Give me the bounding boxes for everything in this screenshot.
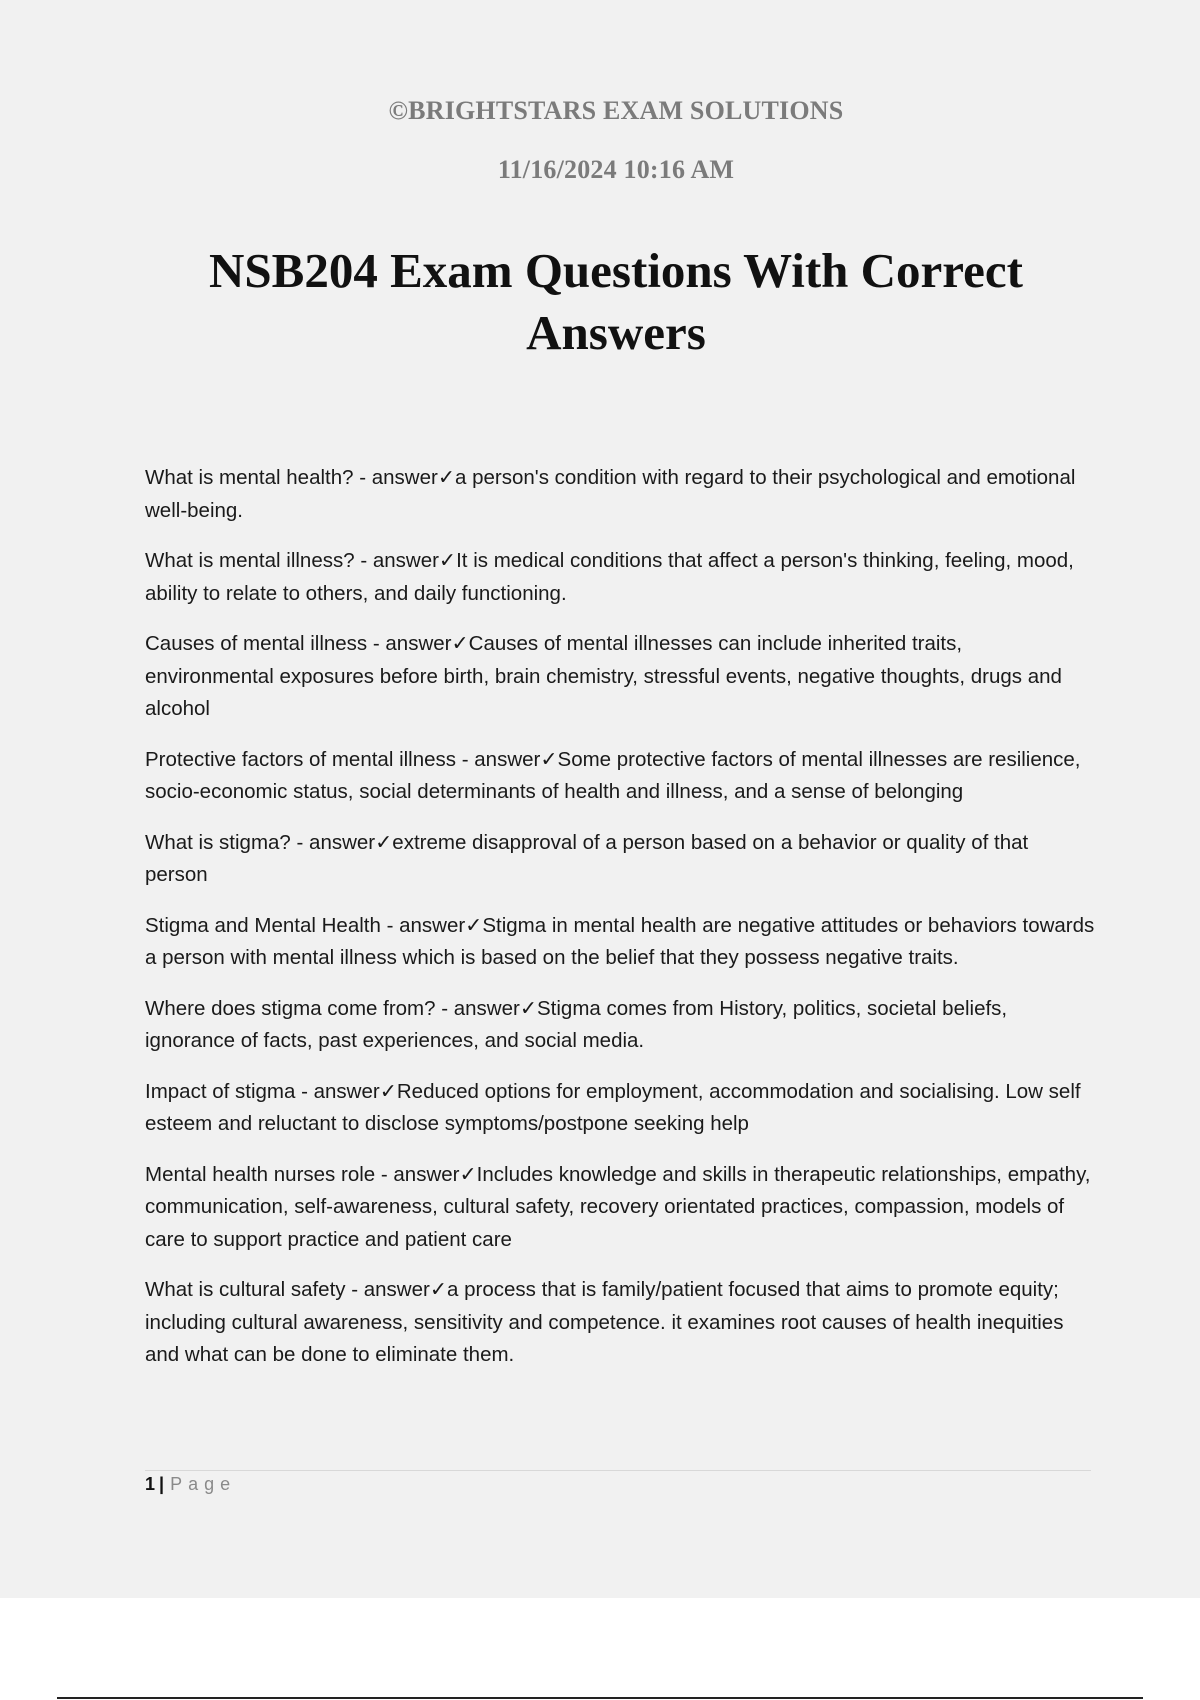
qa-item: Mental health nurses role - answer✓Includes knowledge and skills in therapeutic relationships, empathy, communication, self-awareness, cultural safety, recovery orientated practices, compassion, models of care to support practice and patient care	[145, 1162, 1091, 1251]
qa-item: What is mental health? - answer✓a person's condition with regard to their psychological and emotional well-being.	[145, 466, 1076, 522]
page-label: Page	[170, 1474, 237, 1494]
qa-list	[145, 462, 1095, 1390]
footer-divider	[145, 1470, 1091, 1471]
page-separator: |	[159, 1474, 165, 1494]
qa-item: Causes of mental illness - answer✓Causes of mental illnesses can include inherited traits, environmental exposures before birth, brain chemistry, stressful events, negative thoughts, drugs and alcohol	[145, 632, 1062, 720]
qa-item: Stigma and Mental Health - answer✓Stigma in mental health are negative attitudes or behaviors towards a person with mental illness which is based on the belief that they possess negative traits.	[145, 913, 1095, 969]
page-footer	[145, 1474, 236, 1495]
qa-item: What is stigma? - answer✓extreme disapproval of a person based on a behavior or quality of that person	[145, 830, 1029, 886]
page-boundary-line	[57, 1697, 1143, 1699]
company-watermark: ©BRIGHTSTARS EXAM SOLUTIONS	[388, 96, 844, 125]
print-timestamp: 11/16/2024 10:16 AM	[497, 155, 735, 184]
qa-item: What is cultural safety - answer✓a process that is family/patient focused that aims to promote equity; including cultural awareness, sensitivity and competence. it examines root causes of health inequities and what can be done to eliminate them.	[145, 1278, 1064, 1366]
qa-item: What is mental illness? - answer✓It is medical conditions that affect a person's thinking, feeling, mood, ability to relate to others, and daily functioning.	[145, 549, 1074, 605]
page-number: 1	[145, 1474, 156, 1494]
qa-item: Where does stigma come from? - answer✓Stigma comes from History, politics, societal beliefs, ignorance of facts, past experiences, and social media.	[145, 996, 1008, 1052]
document-title: NSB204 Exam Questions With Correct Answers	[209, 243, 1023, 360]
qa-item: Protective factors of mental illness - answer✓Some protective factors of mental illnesses are resilience, socio-economic status, social determinants of health and illness, and a sense of belonging	[145, 747, 1081, 803]
qa-item: Impact of stigma - answer✓Reduced options for employment, accommodation and socialising. Low self esteem and reluctant to disclose symptoms/postpone seeking help	[145, 1079, 1081, 1135]
